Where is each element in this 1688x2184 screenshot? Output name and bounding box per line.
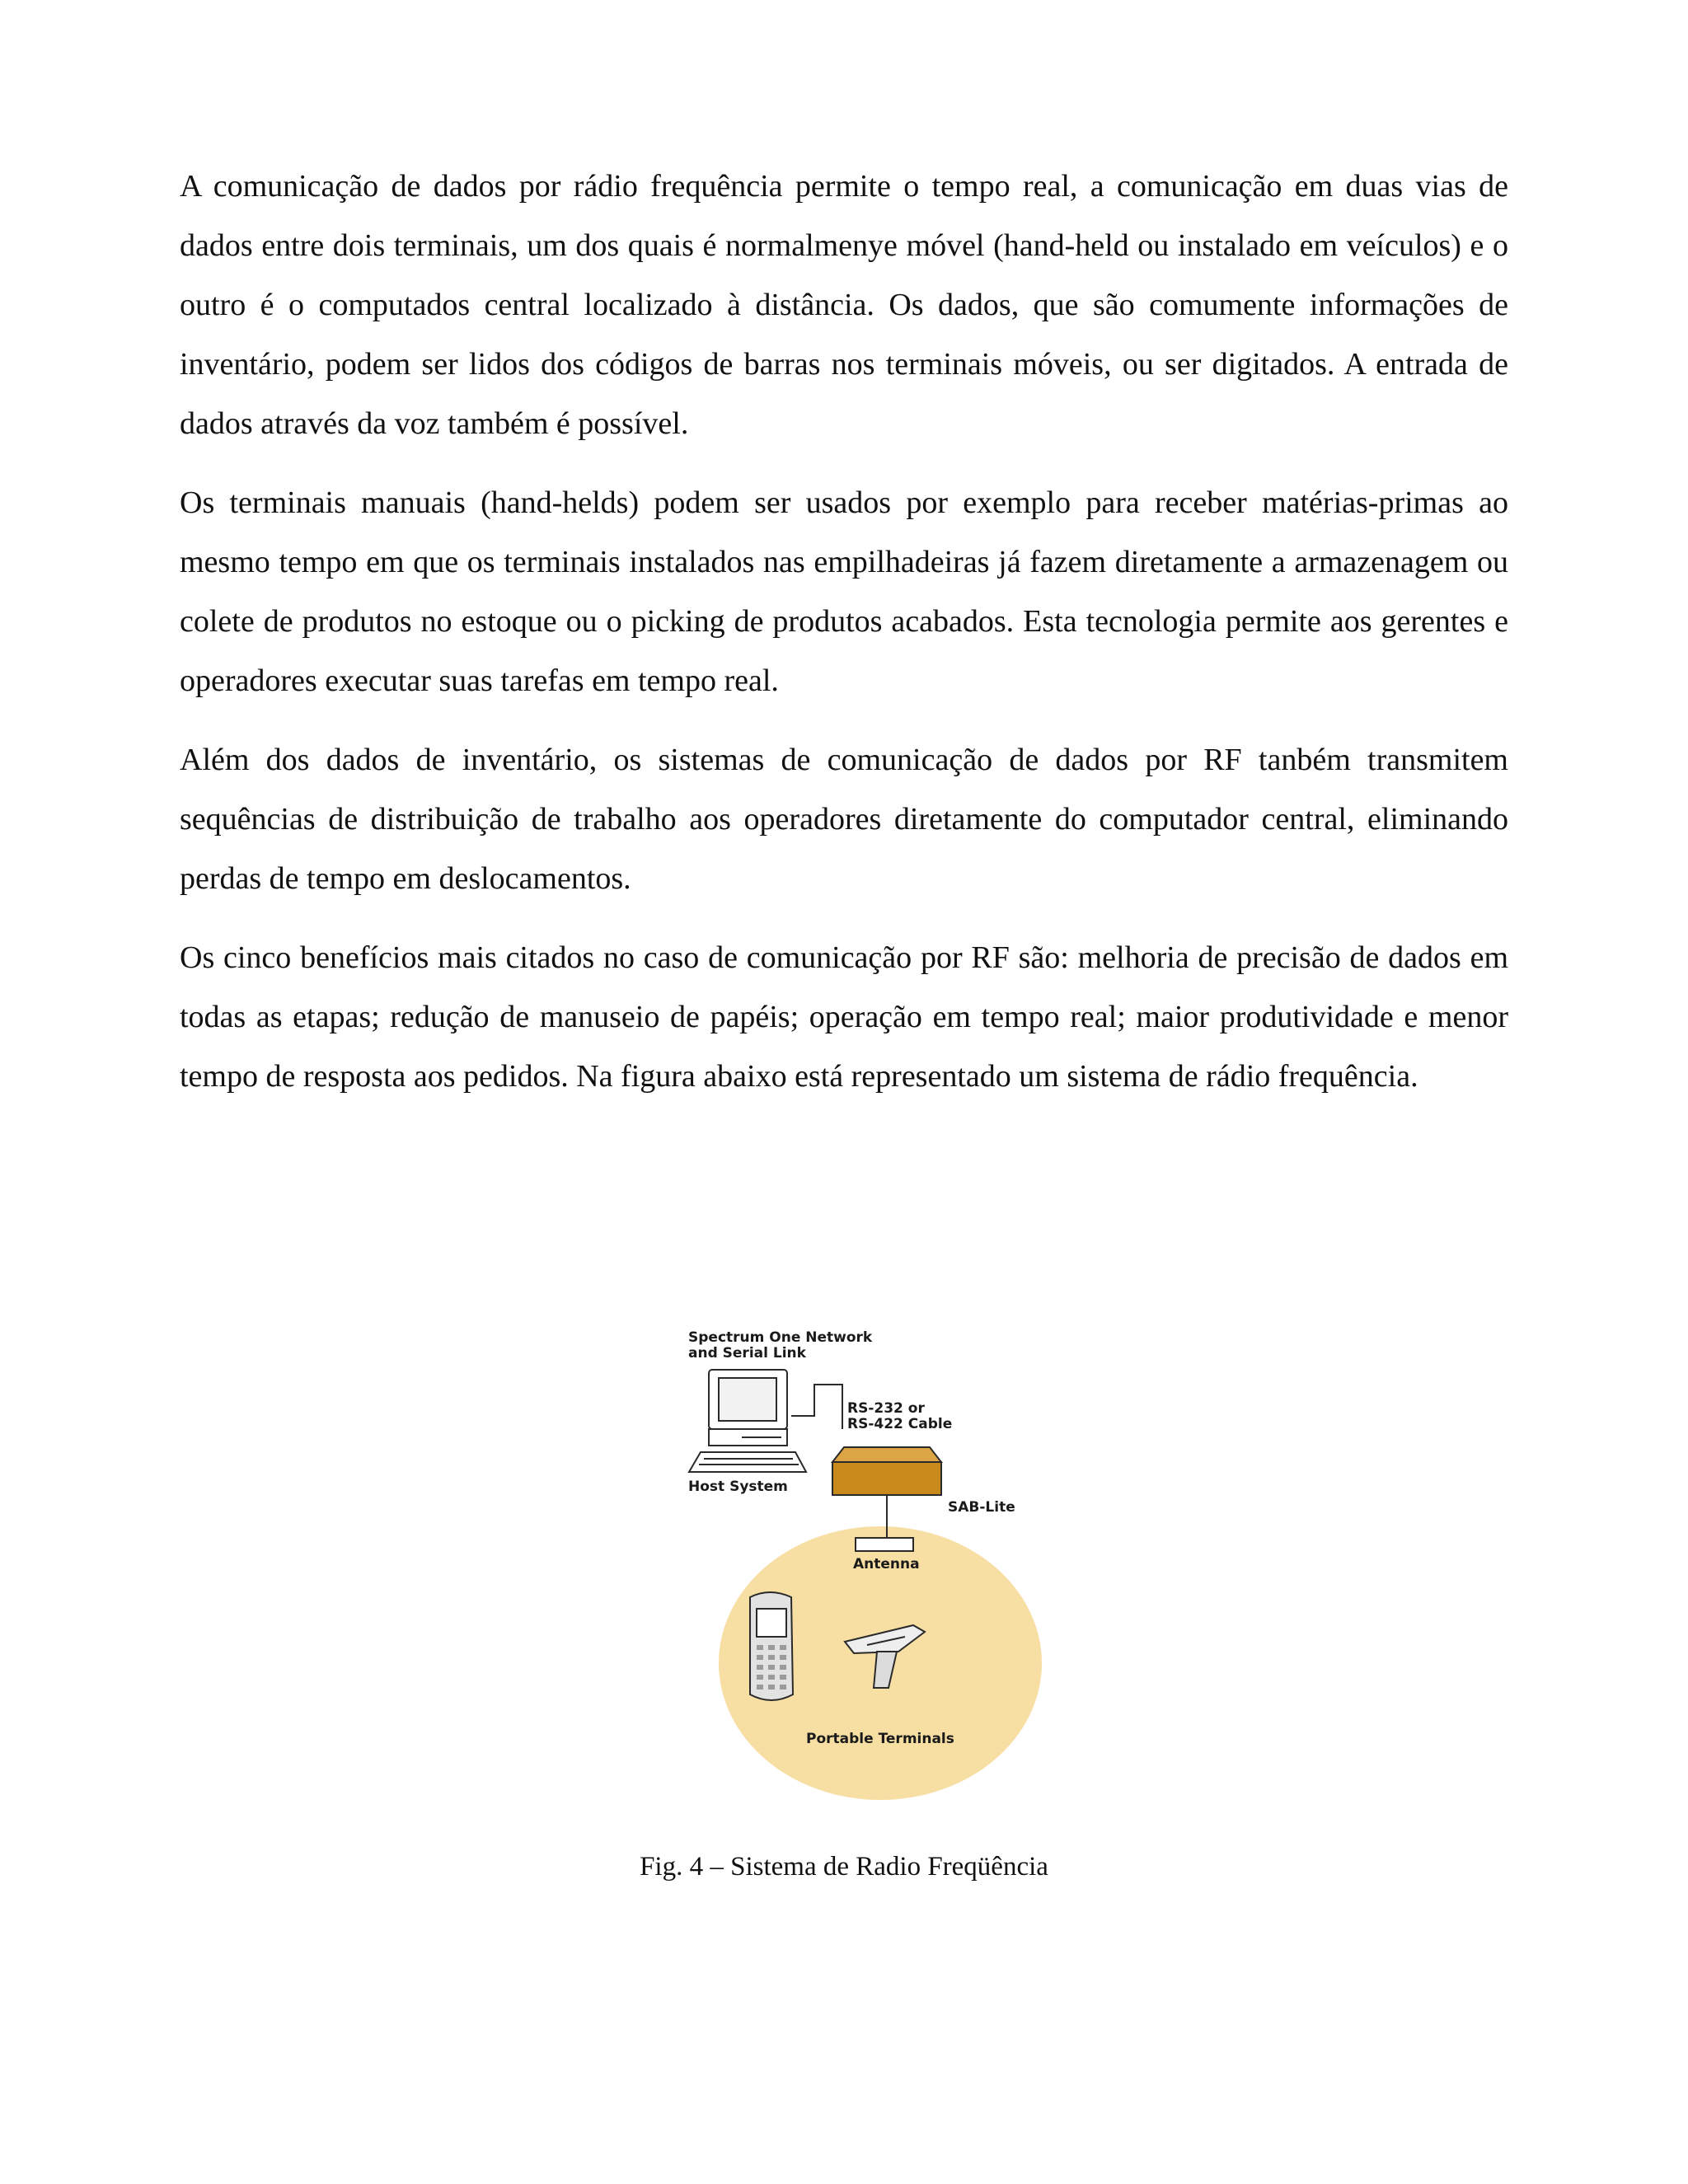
terminals-label: Portable Terminals xyxy=(806,1731,954,1747)
handheld-terminal-icon xyxy=(750,1592,793,1700)
antenna-label: Antenna xyxy=(853,1556,920,1572)
sab-label: SAB-Lite xyxy=(948,1499,1015,1516)
network-label-line1: Spectrum One Network xyxy=(688,1329,873,1346)
paragraph-2: Os terminais manuais (hand-helds) podem ser usados por exemplo para receber matérias-primas ao mesmo tempo em que os terminais instalados nas empilhadeiras já fazem diretamente a armazenagem ou colete de produtos no estoque ou o picking de produtos acabados. Esta tecnologia permite aos gerentes e operadores executar suas tarefas em tempo real. xyxy=(180,485,1508,698)
serial-cable xyxy=(791,1385,842,1429)
cable-label-line1: RS-232 or xyxy=(847,1400,925,1417)
document-body xyxy=(180,157,1508,1126)
host-label: Host System xyxy=(688,1479,788,1495)
paragraph-1: A comunicação de dados por rádio frequência permite o tempo real, a comunicação em duas vias de dados entre dois terminais, um dos quais é normalmenye móvel (hand-held ou instalado em veículos) e o outro é o computados central localizado à distância. Os dados, que são comumente informações de inventário, podem ser lidos dos códigos de barras nos terminais móveis, ou ser digitados. A entrada de dados através da voz também é possível. xyxy=(180,169,1508,441)
figure-caption: Fig. 4 – Sistema de Radio Freqüência xyxy=(640,1852,1048,1882)
network-label-line2: and Serial Link xyxy=(688,1345,806,1361)
sab-lite-box-icon xyxy=(832,1447,941,1495)
paragraph-4: Os cinco benefícios mais citados no caso de comunicação por RF são: melhoria de precisão de dados em todas as etapas; redução de manuseio de papéis; operação em tempo real; maior produtividade e menor tempo de resposta aos pedidos. Na figura abaixo está representado um sistema de rádio frequência. xyxy=(180,940,1508,1094)
paragraph-3: Além dos dados de inventário, os sistemas de comunicação de dados por RF tanbém transmitem sequências de distribuição de trabalho aos operadores diretamente do computador central, eliminando perdas de tempo em deslocamentos. xyxy=(180,743,1508,896)
antenna-icon xyxy=(856,1538,913,1551)
cable-label-line2: RS-422 Cable xyxy=(847,1416,953,1432)
host-computer-icon xyxy=(689,1370,806,1472)
rf-system-figure xyxy=(668,1319,1047,1813)
rf-system-diagram xyxy=(668,1319,1047,1813)
